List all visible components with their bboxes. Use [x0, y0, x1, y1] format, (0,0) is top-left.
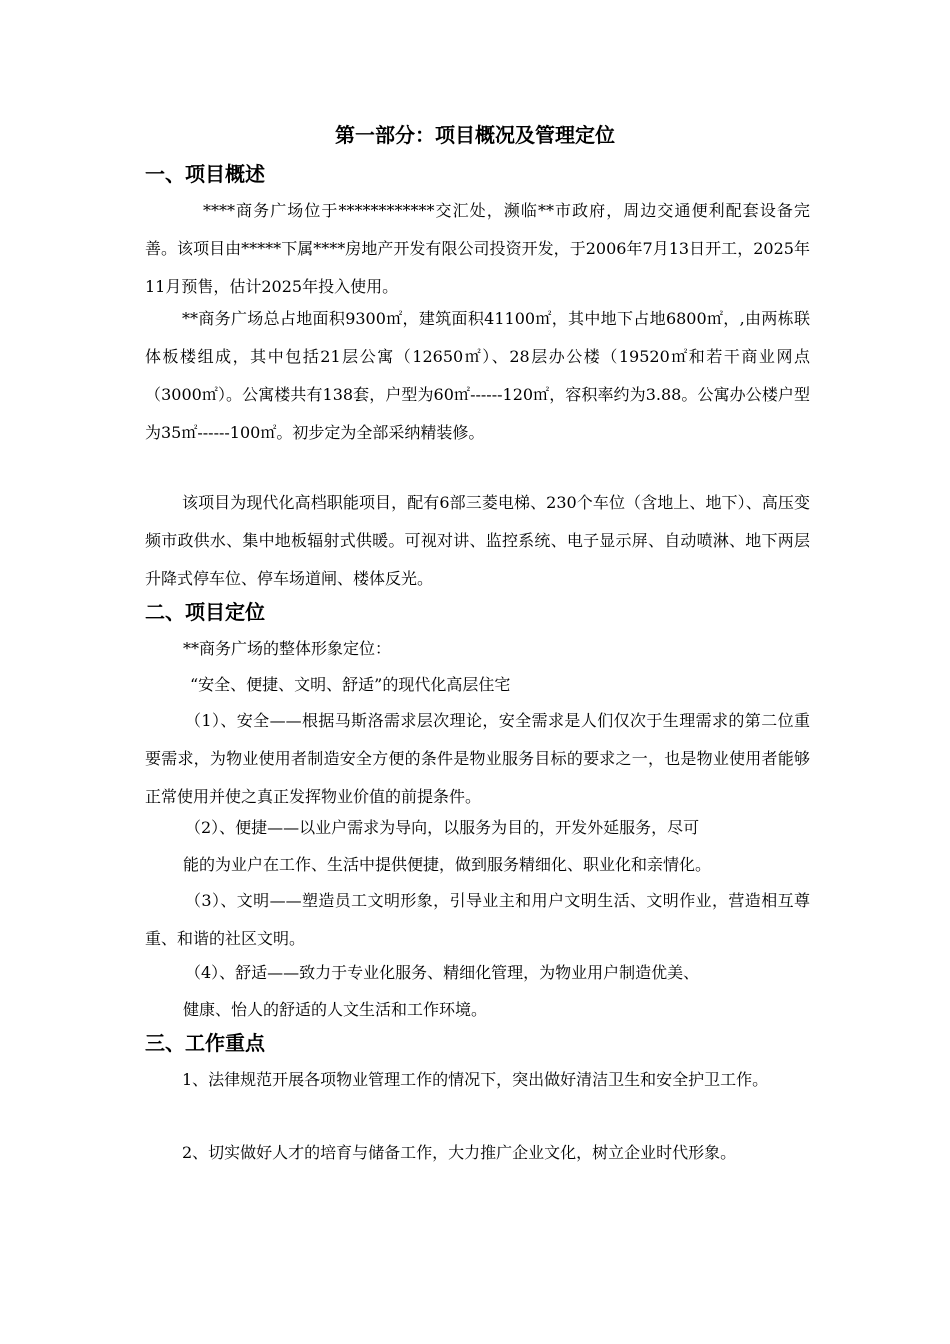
section2-item-1: （1）、安全——根据马斯洛需求层次理论，安全需求是人们仅次于生理需求的第二位重要需求，为物业使用者制造安全方便的条件是物业服务目标的要求之一，也是物业使用者能够正常使用并使之真正发挥物业价值的前提条件。	[145, 711, 810, 806]
section2-item-4-line-2: 健康、怡人的舒适的人文生活和工作环境。	[183, 1000, 488, 1019]
section2-intro: **商务广场的整体形象定位：	[183, 639, 392, 658]
section3-heading: 三、工作重点	[145, 1031, 265, 1055]
section1-paragraph-1: ****商务广场位于************交汇处，濒临**市政府，周边交通便利配套设备完善。该项目由*****下属****房地产开发有限公司投资开发，于2006年7月13日开工，2025年11月预售，估计2025年投入使用。	[145, 201, 810, 296]
section2-item-3: （3）、文明——塑造员工文明形象，引导业主和用户文明生活、文明作业，营造相互尊重、和谐的社区文明。	[145, 891, 810, 948]
section1-paragraph-3: 该项目为现代化高档职能项目，配有6部三菱电梯、230个车位（含地上、地下）、高压变频市政供水、集中地板辐射式供暖。可视对讲、监控系统、电子显示屏、自动喷淋、地下两层升降式停车位、停车场道闸、楼体反光。	[145, 493, 810, 588]
section3-item-1: 1、法律规范开展各项物业管理工作的情况下，突出做好清洁卫生和安全护卫工作。	[182, 1070, 769, 1089]
document-title: 第一部分：项目概况及管理定位	[335, 123, 615, 147]
section2-slogan: “安全、便捷、文明、舒适”的现代化高层住宅	[190, 675, 511, 694]
section2-heading: 二、项目定位	[145, 600, 265, 624]
section3-item-2: 2、切实做好人才的培育与储备工作，大力推广企业文化，树立企业时代形象。	[182, 1143, 737, 1162]
section2-item-2-line-2: 能的为业户在工作、生活中提供便捷，做到服务精细化、职业化和亲情化。	[183, 855, 712, 874]
section1-heading: 一、项目概述	[145, 162, 265, 186]
section2-item-4-line-1: （4）、舒适——致力于专业化服务、精细化管理，为物业用户制造优美、	[185, 963, 700, 982]
section2-item-2-line-1: （2）、便捷——以业户需求为导向，以服务为目的，开发外延服务，尽可	[185, 818, 700, 837]
section1-paragraph-2: **商务广场总占地面积9300㎡，建筑面积41100㎡，其中地下占地6800㎡，,由两栋联体板楼组成，其中包括21层公寓（12650㎡）、28层办公楼（19520㎡和若干商业网点（3000㎡）。公寓楼共有138套，户型为60㎡------120㎡，容积率约为3.88。公寓办公楼户型为35㎡------100㎡。初步定为全部采纳精装修。	[145, 309, 810, 442]
